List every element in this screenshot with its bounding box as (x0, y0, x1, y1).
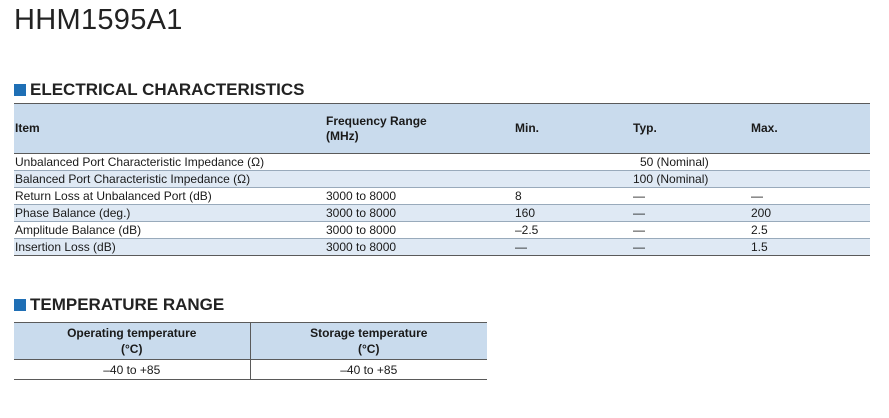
cell-frequency: 3000 to 8000 (325, 222, 514, 239)
cell-empty (325, 154, 514, 171)
header-frequency-range (325, 104, 514, 154)
electrical-characteristics-table (14, 103, 870, 256)
table-row (14, 360, 487, 380)
section-marker-icon (14, 299, 26, 311)
cell-min: — (514, 239, 632, 256)
cell-empty (325, 171, 514, 188)
table-row (14, 222, 870, 239)
electrical-heading-text: ELECTRICAL CHARACTERISTICS (30, 80, 305, 99)
table-row (14, 205, 870, 222)
cell-frequency: 3000 to 8000 (325, 205, 514, 222)
header-storage-line2: (°C) (358, 342, 380, 356)
table-row (14, 171, 870, 188)
header-operating-line1: Operating temperature (67, 326, 197, 340)
cell-nominal: 50 (Nominal) (632, 154, 870, 171)
cell-min: 160 (514, 205, 632, 222)
cell-storage-temperature: –40 to +85 (250, 360, 487, 380)
cell-max: 2.5 (750, 222, 870, 239)
cell-typ: — (632, 205, 750, 222)
section-marker-icon (14, 84, 26, 96)
header-storage-temperature (250, 323, 487, 360)
cell-empty (514, 171, 632, 188)
temperature-heading-text: TEMPERATURE RANGE (30, 295, 225, 314)
cell-typ: — (632, 239, 750, 256)
cell-min: –2.5 (514, 222, 632, 239)
header-min: Min. (514, 104, 632, 154)
cell-frequency: 3000 to 8000 (325, 188, 514, 205)
temperature-range-table (14, 322, 487, 380)
cell-min: 8 (514, 188, 632, 205)
cell-item: Phase Balance (deg.) (14, 205, 325, 222)
table-row (14, 188, 870, 205)
cell-empty (514, 154, 632, 171)
page-title: HHM1595A1 (14, 4, 183, 36)
cell-item: Unbalanced Port Characteristic Impedance (Ω) (14, 154, 325, 171)
cell-item: Insertion Loss (dB) (14, 239, 325, 256)
cell-max: — (750, 188, 870, 205)
electrical-section-heading (14, 80, 305, 100)
cell-item: Balanced Port Characteristic Impedance (Ω) (14, 171, 325, 188)
cell-typ: — (632, 188, 750, 205)
table-row (14, 154, 870, 171)
table-header-row (14, 104, 870, 154)
cell-item: Return Loss at Unbalanced Port (dB) (14, 188, 325, 205)
header-operating-line2: (°C) (121, 342, 143, 356)
cell-max: 200 (750, 205, 870, 222)
header-typ: Typ. (632, 104, 750, 154)
header-frequency-line2: (MHz) (326, 128, 359, 143)
header-max: Max. (750, 104, 870, 154)
header-storage-line1: Storage temperature (310, 326, 428, 340)
table-row (14, 239, 870, 256)
cell-item: Amplitude Balance (dB) (14, 222, 325, 239)
cell-frequency: 3000 to 8000 (325, 239, 514, 256)
cell-nominal: 100 (Nominal) (632, 171, 870, 188)
cell-operating-temperature: –40 to +85 (14, 360, 250, 380)
table-header-row (14, 323, 487, 360)
cell-max: 1.5 (750, 239, 870, 256)
header-frequency-line1: Frequency Range (326, 113, 427, 128)
header-operating-temperature (14, 323, 250, 360)
header-item: Item (14, 104, 325, 154)
cell-typ: — (632, 222, 750, 239)
temperature-section-heading (14, 295, 224, 315)
